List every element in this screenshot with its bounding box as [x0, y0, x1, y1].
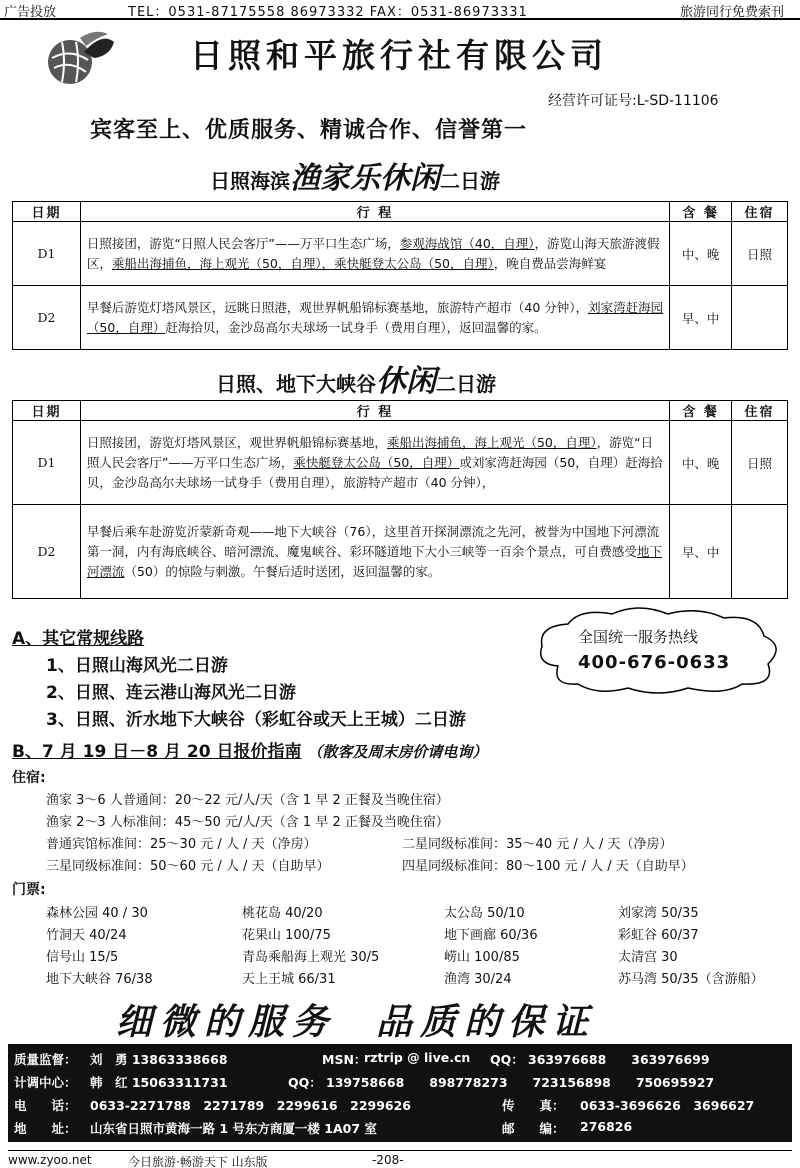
route-text: （50）的惊险与刺激。午餐后适时送团，返回温馨的家。	[124, 563, 441, 579]
meal-cell: 中、晚	[670, 222, 732, 286]
tour1-title-suffix: 二日游	[440, 169, 500, 193]
lodging-line: 二星同级标准间：35～40 元 / 人 / 天（净房）	[402, 837, 673, 852]
contact-label: 计调中心：	[14, 1075, 77, 1090]
ticket-item: 太清宫 30	[618, 950, 678, 965]
ticket-item: 地下大峡谷 76/38	[46, 972, 153, 987]
stay-cell: 日照	[732, 421, 788, 505]
header-day: 日期	[13, 202, 81, 222]
license-number: 经营许可证号:L-SD-11106	[548, 93, 719, 109]
contact-label: 质量监督：	[14, 1052, 77, 1067]
contact-label: MSN：	[322, 1052, 367, 1067]
meal-cell: 中、晚	[670, 421, 732, 505]
route-text-emphasis: 乘船出海捕鱼，海上观光（50，自理）	[386, 434, 597, 450]
contact-label: QQ：	[490, 1052, 524, 1067]
ticket-item: 天上王城 66/31	[242, 972, 336, 987]
top-ad-bar	[0, 0, 800, 20]
contact-value: rztrip @ live.cn	[364, 1050, 471, 1065]
route-cell	[80, 505, 669, 599]
contact-value: 139758668 898778273 723156898 750695927	[326, 1075, 715, 1090]
route-text: 或刘家湾赶海园（50，自理）赶海拾贝，金沙岛高尔夫球场一试身手（费用自理），旅游特产超市（40 分钟），	[86, 454, 663, 490]
route-text-emphasis: 乘快艇登太公岛（50，自理）	[293, 454, 460, 470]
route-item: 1、日照山海风光二日游	[46, 656, 228, 676]
contact-value: 276826	[580, 1119, 633, 1134]
tour2-title	[216, 356, 496, 400]
ticket-item: 太公岛 50/10	[444, 906, 525, 921]
tickets-label: 门票:	[12, 882, 46, 898]
bottom-slogan	[116, 994, 596, 1045]
meal-cell: 早、中	[670, 286, 732, 350]
footer-site: www.zyoo.net	[8, 1153, 92, 1167]
lodging-line: 普通宾馆标准间：25～30 元 / 人 / 天（净房）	[46, 837, 317, 852]
route-text-emphasis: 乘船出海捕鱼，海上观光（50，自理），乘快艇登太公岛（50，自理）	[111, 255, 494, 271]
tour2-title-suffix: 二日游	[436, 372, 496, 396]
route-cell	[80, 421, 669, 505]
table-row	[13, 286, 788, 350]
contact-label: 传 真：	[502, 1098, 565, 1113]
price-guide-title: B、7 月 19 日－8 月 20 日报价指南	[12, 742, 302, 762]
route-text: ，游览“日照人民会客厅”——万平口生态广场，	[86, 434, 654, 470]
lodging-line: 三星同级标准间：50～60 元 / 人 / 天（自助早）	[46, 859, 330, 874]
header-stay: 住宿	[732, 401, 788, 421]
day-cell: D1	[13, 222, 81, 286]
route-text: ，游览山海天旅游渡假区，	[86, 235, 660, 271]
ticket-item: 森林公园 40 / 30	[46, 906, 148, 921]
header-day: 日期	[13, 401, 81, 421]
header-route: 行 程	[80, 401, 669, 421]
ticket-item: 渔湾 30/24	[444, 972, 512, 987]
day-cell: D2	[13, 286, 81, 350]
tour1-title-prefix: 日照海滨	[210, 169, 290, 193]
contact-label: 邮 编：	[502, 1121, 565, 1136]
table-row	[13, 421, 788, 505]
ticket-item: 竹洞天 40/24	[46, 928, 127, 943]
contact-value: 0633-2271788 2271789 2299616 2299626	[90, 1098, 412, 1113]
table-header-row	[13, 401, 788, 421]
route-text: ，晚自费品尝海鲜宴	[493, 255, 607, 271]
contact-value: 山东省日照市黄海一路 1 号东方商厦一楼 1A07 室	[90, 1121, 377, 1136]
route-text-emphasis: 刘家湾赶海园（50，自理）	[86, 299, 664, 335]
tour1-title-main: 渔家乐休闲	[290, 161, 440, 196]
ticket-item: 花果山 100/75	[242, 928, 331, 943]
ticket-item: 地下画廊 60/36	[444, 928, 538, 943]
route-cell	[80, 222, 669, 286]
contact-box	[8, 1044, 792, 1142]
section-a-title: A、其它常规线路	[12, 629, 145, 649]
route-item: 2、日照、连云港山海风光二日游	[46, 683, 296, 703]
route-text: 日照接团，游览“日照人民会客厅”——万平口生态广场，	[86, 235, 400, 251]
contact-value: 韩 红 15063311731	[90, 1075, 228, 1090]
page-footer	[8, 1150, 792, 1168]
price-guide-note: （散客及周末房价请电询）	[307, 743, 488, 761]
contact-label: QQ：	[288, 1075, 322, 1090]
tour2-title-main: 休闲	[376, 364, 436, 399]
ticket-item: 崂山 100/85	[444, 950, 520, 965]
section-b-title	[12, 737, 487, 762]
tour2-itinerary-table	[12, 400, 788, 599]
bottom-slogan-part: 品质的保证	[376, 1001, 597, 1043]
bottom-slogan-part: 细微的服务	[116, 1001, 337, 1043]
ticket-item: 彩虹谷 60/37	[618, 928, 699, 943]
ticket-item: 刘家湾 50/35	[618, 906, 699, 921]
contact-value: 刘 勇 13863338668	[90, 1052, 228, 1067]
ad-contact: TEL：0531-87175558 86973332 FAX：0531-86973331	[128, 5, 528, 20]
stay-cell	[732, 286, 788, 350]
tour1-itinerary-table	[12, 201, 788, 350]
hotline-cloud-icon	[528, 606, 790, 696]
contact-label: 电 话：	[14, 1098, 77, 1113]
ticket-item: 苏马湾 50/35（含游船）	[618, 972, 764, 987]
tour1-title	[210, 153, 500, 197]
contact-value: 0633-3696626 3696627	[580, 1098, 755, 1113]
hotline-number: 400-676-0633	[578, 652, 731, 673]
route-item: 3、日照、沂水地下大峡谷（彩虹谷或天上王城）二日游	[46, 710, 466, 730]
ticket-item: 桃花岛 40/20	[242, 906, 323, 921]
route-text-emphasis: 地下河漂流	[86, 543, 662, 579]
lodging-line: 渔家 3～6 人普通间：20～22 元/人/天（含 1 早 2 正餐及当晚住宿）	[46, 793, 449, 808]
lodging-line: 四星同级标准间：80～100 元 / 人 / 天（自助早）	[402, 859, 694, 874]
day-cell: D2	[13, 505, 81, 599]
route-text: 早餐后乘车赴游览沂蒙新奇观——地下大峡谷（76），这里首开探洞漂流之先河，被誉为中国地下河漂流第一洞，内有海底峡谷、暗河漂流、魔鬼峡谷、彩环隧道地下大小三峡等一百余个景点，可自费感受	[86, 523, 660, 559]
header-meal: 含 餐	[670, 401, 732, 421]
header-route: 行 程	[80, 202, 669, 222]
stay-cell	[732, 505, 788, 599]
ticket-item: 信号山 15/5	[46, 950, 119, 965]
contact-label: 地 址：	[14, 1121, 77, 1136]
table-row	[13, 222, 788, 286]
page-number: -208-	[372, 1153, 404, 1167]
company-logo-icon	[40, 28, 122, 92]
table-header-row	[13, 202, 788, 222]
footer-brand: 今日旅游·畅游天下 山东版	[128, 1155, 268, 1168]
ad-label: 广告投放	[4, 5, 57, 20]
meal-cell: 早、中	[670, 505, 732, 599]
ticket-item: 青岛乘船海上观光 30/5	[242, 950, 380, 965]
lodging-label: 住宿:	[12, 770, 46, 786]
ad-offer: 旅游同行免费索刊	[680, 5, 785, 20]
route-cell	[80, 286, 669, 350]
lodging-line: 渔家 2～3 人标准间：45～50 元/人/天（含 1 早 2 正餐及当晚住宿）	[46, 815, 449, 830]
route-text-emphasis: 参观海战馆（40，自理）	[399, 235, 535, 251]
route-text: 日照接团，游览灯塔风景区，观世界帆船锦标赛基地，	[86, 434, 387, 450]
table-row	[13, 505, 788, 599]
slogan: 宾客至上、优质服务、精诚合作、信誉第一	[90, 117, 528, 143]
header-meal: 含 餐	[670, 202, 732, 222]
contact-value: 363976688 363976699	[528, 1052, 710, 1067]
day-cell: D1	[13, 421, 81, 505]
hotline-label: 全国统一服务热线	[578, 628, 699, 646]
stay-cell: 日照	[732, 222, 788, 286]
company-name: 日照和平旅行社有限公司	[190, 36, 608, 75]
route-text: 早餐后游览灯塔风景区，远眺日照港，观世界帆船锦标赛基地，旅游特产超市（40 分钟），	[86, 299, 589, 315]
header-stay: 住宿	[732, 202, 788, 222]
route-text: 赶海拾贝，金沙岛高尔夫球场一试身手（费用自理），返回温馨的家。	[165, 319, 547, 335]
tour2-title-prefix: 日照、地下大峡谷	[216, 372, 376, 396]
